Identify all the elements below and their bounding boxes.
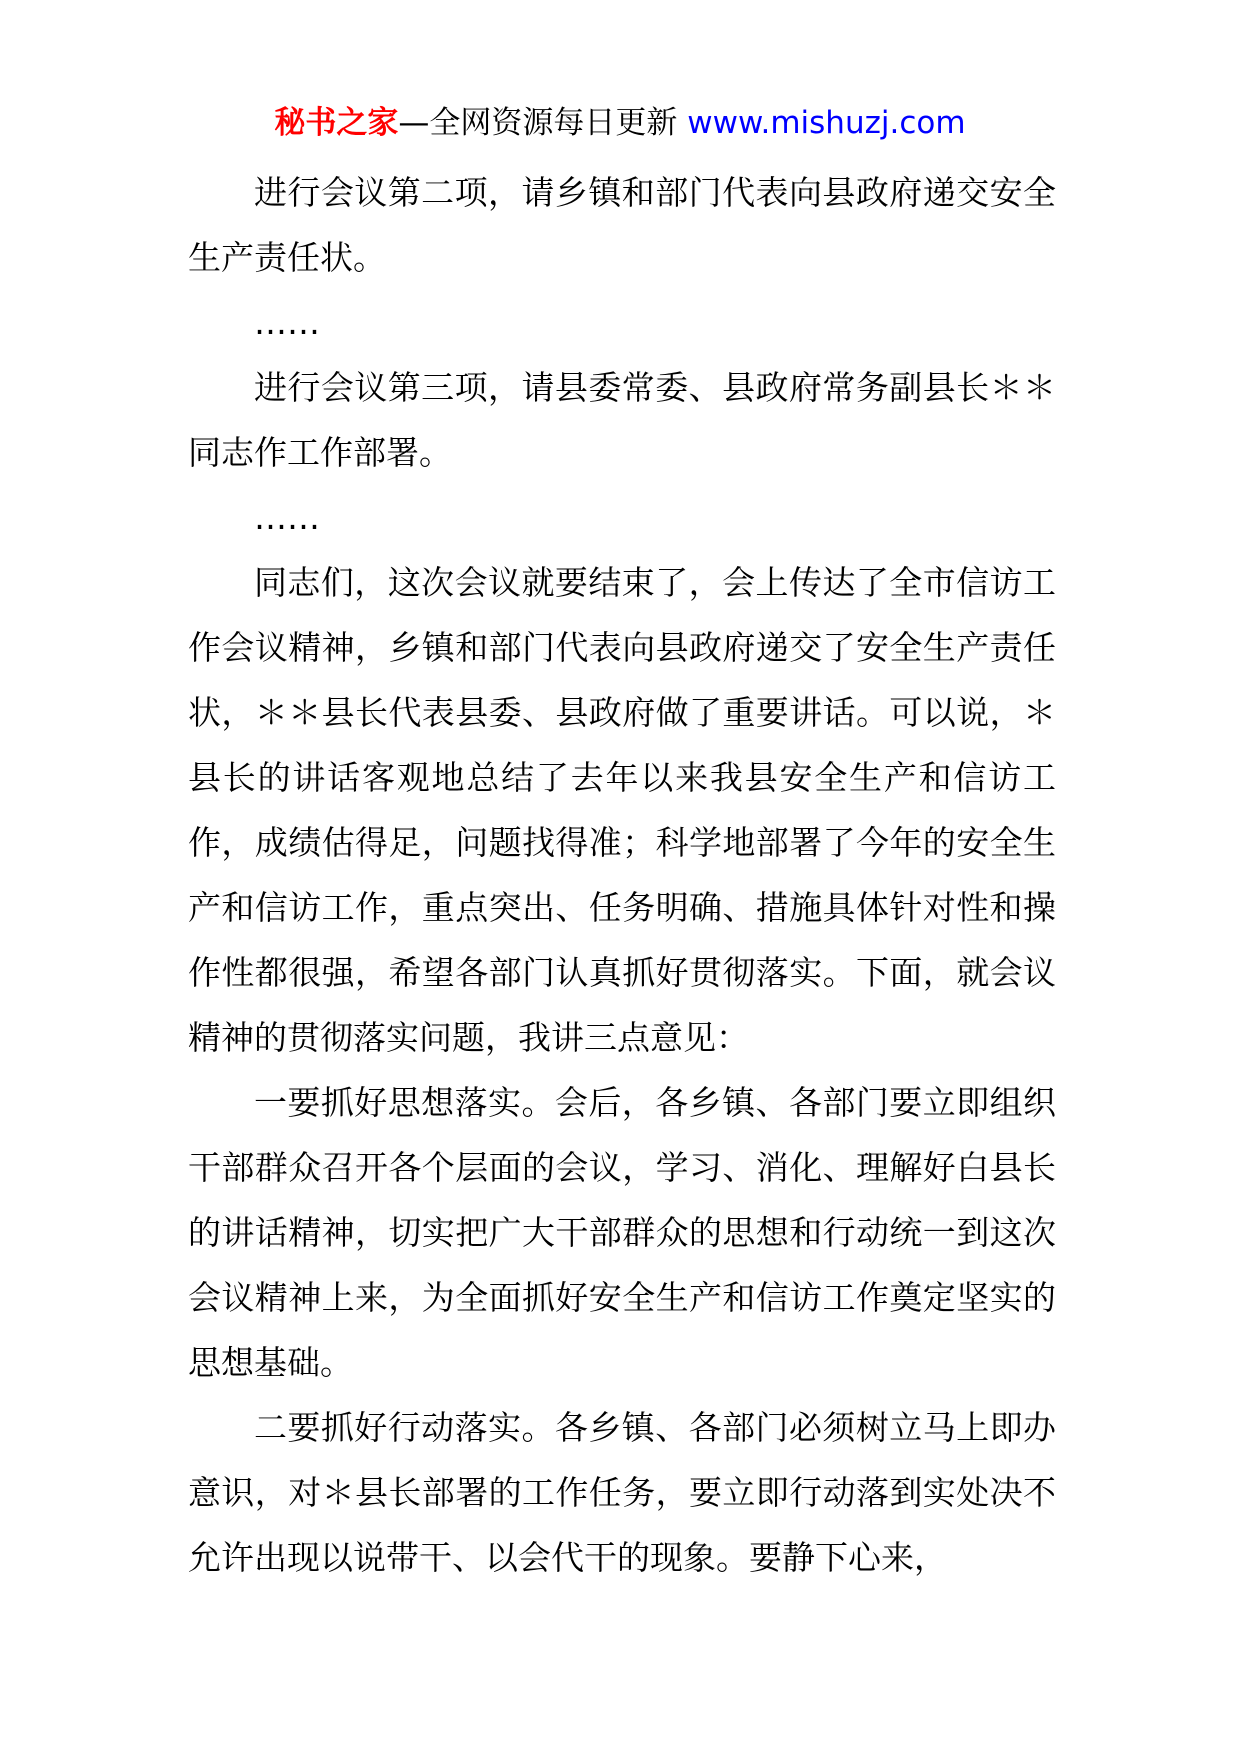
paragraph-agenda-item-3: 进行会议第三项，请县委常委、县政府常务副县长＊＊同志作工作部署。	[188, 368, 1056, 472]
paragraph-agenda-item-2: 进行会议第二项，请乡镇和部门代表向县政府递交安全生产责任状。	[188, 173, 1056, 277]
paragraph-point-2: 二要抓好行动落实。各乡镇、各部门必须树立马上即办意识，对＊县长部署的工作任务，要立即行动落到实处决不允许出现以说带干、以会代干的现象。要静下心来，	[188, 1408, 1056, 1577]
paragraph-ellipsis: ……	[254, 303, 320, 342]
paragraph-point-1: 一要抓好思想落实。会后，各乡镇、各部门要立即组织干部群众召开各个层面的会议，学习、消化、理解好白县长的讲话精神，切实把广大干部群众的思想和行动统一到这次会议精神上来，为全面抓好安全生产和信访工作奠定坚实的思想基础。	[188, 1083, 1056, 1382]
brand-name: 秘书之家	[274, 105, 399, 141]
header-tagline: —全网资源每日更新	[398, 105, 678, 141]
page-header	[0, 100, 1240, 146]
document-body	[188, 160, 1056, 1590]
website-link[interactable]: www.mishuzj.com	[677, 105, 966, 141]
paragraph-closing-remarks: 同志们，这次会议就要结束了，会上传达了全市信访工作会议精神，乡镇和部门代表向县政府递交了安全生产责任状，＊＊县长代表县委、县政府做了重要讲话。可以说，＊县长的讲话客观地总结了去年以来我县安全生产和信访工作，成绩估得足，问题找得准；科学地部署了今年的安全生产和信访工作，重点突出、任务明确、措施具体针对性和操作性都很强，希望各部门认真抓好贯彻落实。下面，就会议精神的贯彻落实问题，我讲三点意见：	[188, 563, 1056, 1057]
paragraph-ellipsis: ……	[254, 498, 320, 537]
